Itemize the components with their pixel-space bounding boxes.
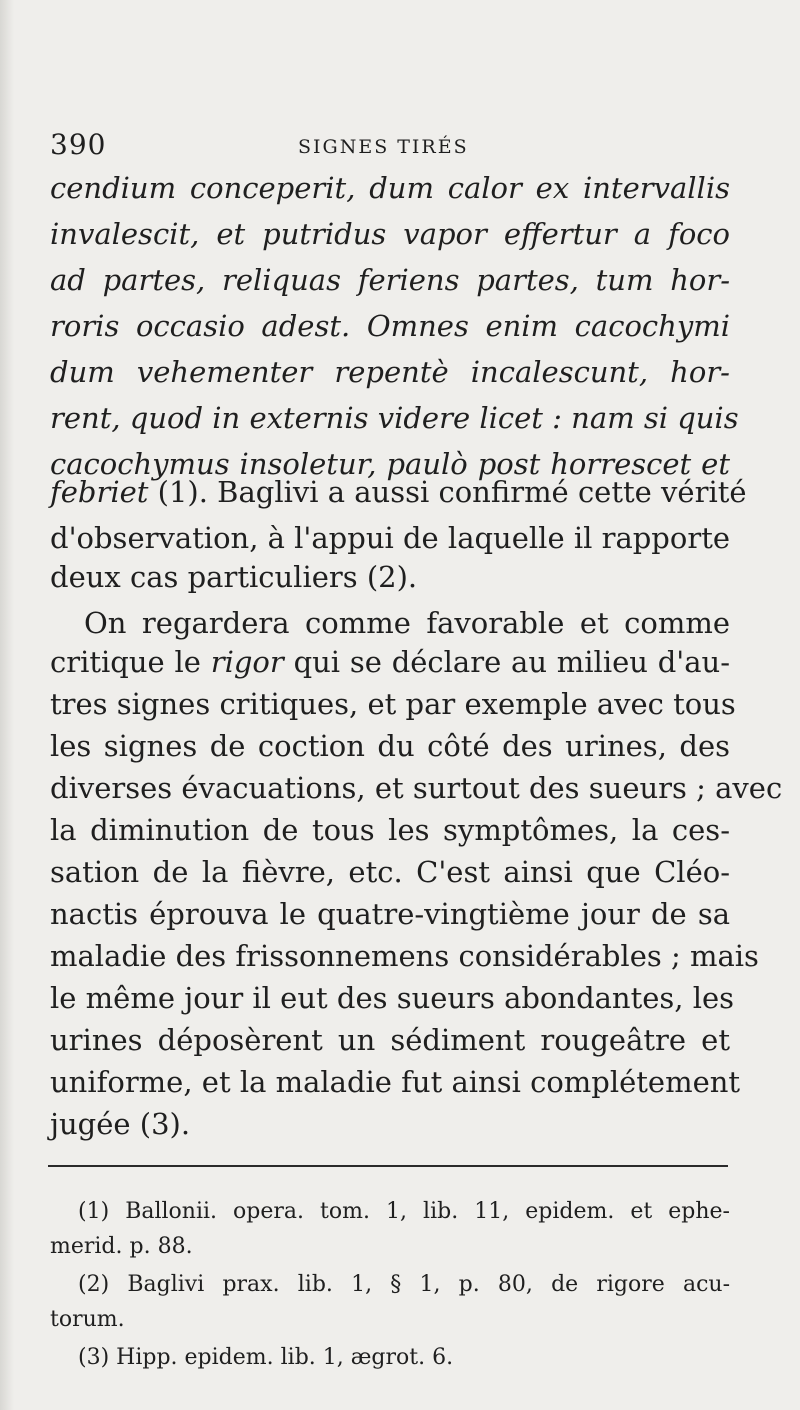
text-line: invalescit, et putridus vapor effertur a foco [50,217,730,251]
running-title: SIGNES TIRÉS [298,136,469,158]
text-segment: (1). Baglivi a aussi confirmé cette vérité [157,475,747,509]
footnote-continuation: merid. p. 88. [50,1234,193,1259]
text-segment: critique le [50,645,201,679]
text-line: diverses évacuations, et surtout des sueurs ; avec [50,771,783,805]
text-line: rent, quod in externis videre licet : nam si quis [50,401,739,435]
text-line: nactis éprouva le quatre-vingtième jour de sa [50,897,730,931]
italic-word: rigor [210,645,284,679]
text-line: dum vehementer repentè incalescunt, hor- [50,355,730,389]
text-line: uniforme, et la maladie fut ainsi complétement [50,1065,741,1099]
text-line: maladie des frissonnemens considérables ; mais [50,939,759,973]
text-line: roris occasio adest. Omnes enim cacochymi [50,309,730,343]
text-line: urines déposèrent un sédiment rougeâtre et [50,1023,730,1057]
footnote-continuation: torum. [50,1307,125,1332]
paragraph-first-line: On regardera comme favorable et comme [84,606,730,640]
text-line: cendium conceperit, dum calor ex intervallis [50,171,730,205]
text-line: sation de la fièvre, etc. C'est ainsi que Cléo- [50,855,730,889]
text-line: la diminution de tous les symptômes, la ces- [50,813,730,847]
text-line: d'observation, à l'appui de laquelle il rapporte [50,521,731,555]
text-line: ad partes, reliquas feriens partes, tum hor- [50,263,730,297]
text-line: jugée (3). [50,1107,191,1141]
footnote: (3) Hipp. epidem. lib. 1, ægrot. 6. [78,1345,454,1370]
text-line [50,472,747,512]
page-number: 390 [50,128,107,161]
text-line: les signes de coction du côté des urines, des [50,729,730,763]
text-segment: qui se déclare au milieu d'au- [293,645,731,679]
footnote: (1) Ballonii. opera. tom. 1, lib. 11, epidem. et ephe- [78,1199,730,1224]
text-line: tres signes critiques, et par exemple avec tous [50,687,736,721]
text-line: deux cas particuliers (2). [50,560,418,594]
footnote-divider [48,1165,728,1167]
text-line: cacochymus insoletur, paulò post horrescet et [50,447,730,481]
text-line: le même jour il eut des sueurs abondantes, les [50,981,735,1015]
italic-word: febriet [50,475,149,509]
text-line [50,642,730,682]
footnote: (2) Baglivi prax. lib. 1, § 1, p. 80, de rigore acu- [78,1272,730,1297]
